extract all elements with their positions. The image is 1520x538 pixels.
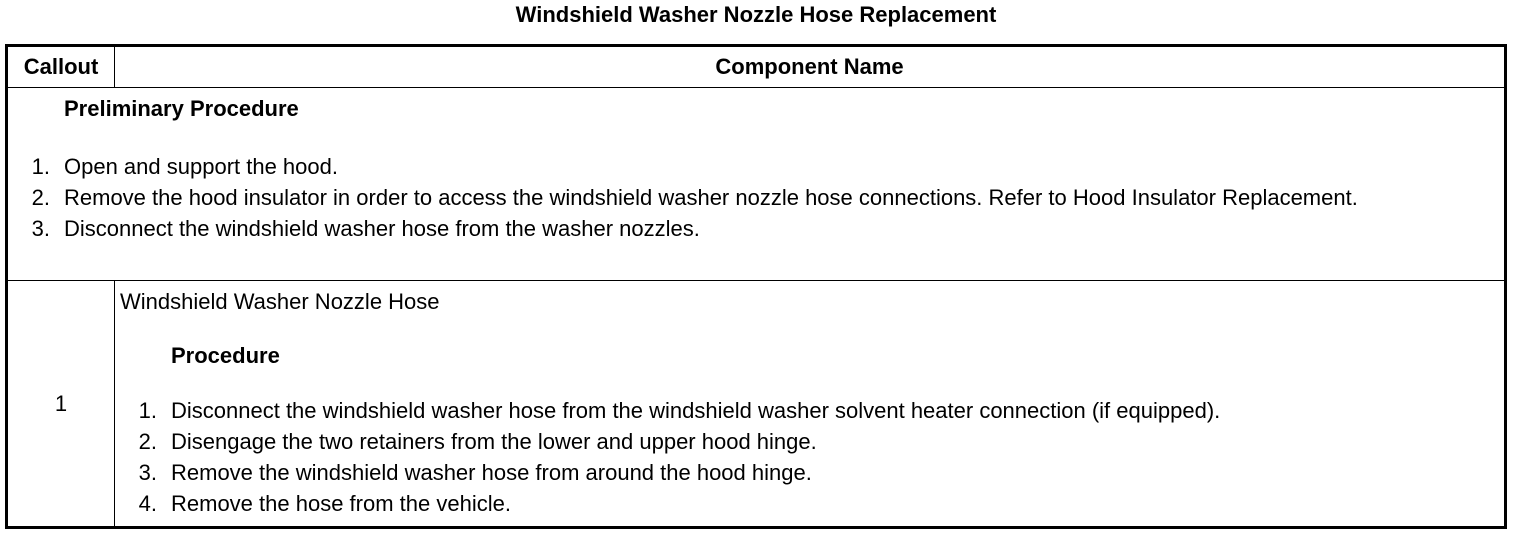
callout-number: 1: [7, 281, 115, 528]
component-name-header: Component Name: [115, 46, 1506, 88]
step-number: 1.: [31, 154, 50, 179]
preliminary-steps: [8, 151, 1504, 244]
list-item: [115, 395, 1504, 426]
step-number: 1.: [138, 398, 157, 423]
preliminary-row: [7, 88, 1506, 281]
table-row: [7, 281, 1506, 528]
step-text: Disengage the two retainers from the lower and upper hood hinge.: [171, 429, 817, 454]
step-number: 2.: [138, 429, 157, 454]
list-item: [8, 213, 1504, 244]
component-name: Windshield Washer Nozzle Hose: [120, 289, 440, 314]
step-text: Remove the windshield washer hose from around the hood hinge.: [171, 460, 812, 485]
list-item: [8, 151, 1504, 182]
preliminary-cell: [7, 88, 1506, 281]
step-text: Disconnect the windshield washer hose from the washer nozzles.: [64, 216, 700, 241]
step-number: 4.: [138, 491, 157, 516]
step-number: 2.: [31, 185, 50, 210]
step-text: Disconnect the windshield washer hose from the windshield washer solvent heater connection (if equipped).: [171, 398, 1221, 423]
step-text: Remove the hood insulator in order to access the windshield washer nozzle hose connections. Refer to Hood Insulator Replacement.: [64, 185, 1358, 210]
list-item: [115, 488, 1504, 519]
procedure-table: [5, 44, 1507, 529]
component-cell: [115, 281, 1506, 528]
step-text: Remove the hose from the vehicle.: [171, 491, 511, 516]
procedure-heading: Procedure: [171, 343, 280, 368]
procedure-steps: [115, 395, 1504, 519]
page-title: Windshield Washer Nozzle Hose Replacement: [515, 2, 997, 27]
list-item: [115, 426, 1504, 457]
header-row: [7, 46, 1506, 88]
preliminary-heading: Preliminary Procedure: [64, 96, 299, 121]
step-number: 3.: [138, 460, 157, 485]
list-item: [8, 182, 1504, 213]
list-item: [115, 457, 1504, 488]
callout-header: Callout: [7, 46, 115, 88]
step-text: Open and support the hood.: [64, 154, 338, 179]
step-number: 3.: [31, 216, 50, 241]
